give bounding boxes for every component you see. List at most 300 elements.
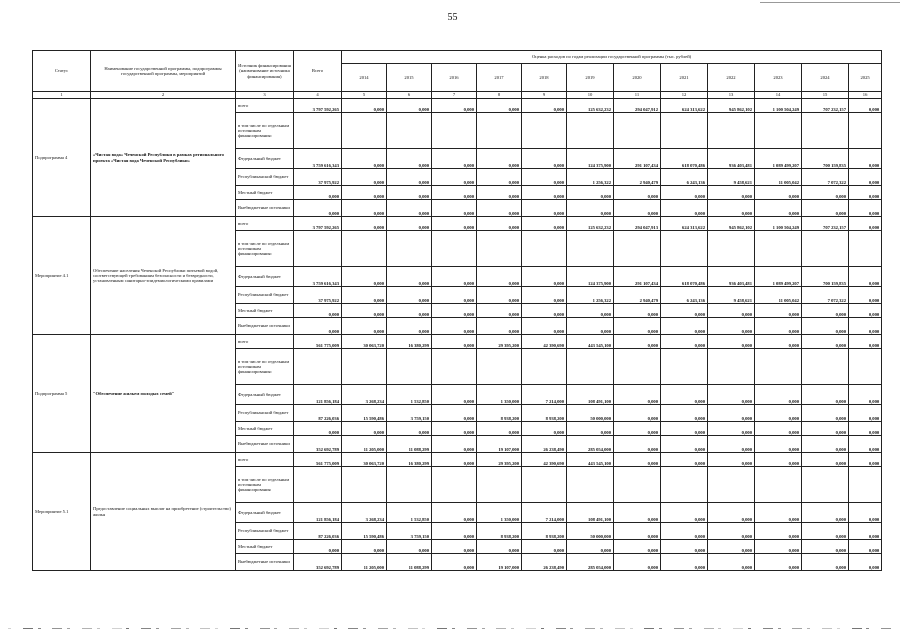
year-value: 0,000 [849, 422, 882, 436]
year-value [661, 113, 708, 149]
header-year: 2014 [342, 64, 387, 92]
year-value [802, 467, 849, 503]
year-value [432, 113, 477, 149]
scan-noise [348, 628, 358, 629]
year-value: 0,000 [614, 540, 661, 554]
year-value: 125 632,232 [567, 217, 614, 231]
header-year: 2015 [387, 64, 432, 92]
year-value: 0,000 [802, 453, 849, 467]
scan-noise [274, 628, 277, 629]
scan-noise [452, 628, 455, 629]
year-value [522, 349, 567, 385]
funding-source: Федеральный бюджет [236, 503, 294, 523]
year-value: 0,000 [387, 287, 432, 304]
year-value: 0,000 [708, 405, 755, 422]
year-value: 1 089 499,207 [755, 267, 802, 287]
year-value: 0,000 [755, 554, 802, 571]
year-value: 0,000 [849, 304, 882, 318]
year-value: 0,000 [477, 318, 522, 335]
year-value [849, 113, 882, 149]
scan-noise [778, 628, 781, 629]
year-value [477, 231, 522, 267]
block-name: Предоставление социальных выплат на приобретение (строительство) жилья [91, 453, 236, 571]
column-index: 11 [614, 92, 661, 99]
scan-noise [570, 628, 573, 629]
year-value: 2 940,479 [614, 287, 661, 304]
funding-source: Республиканский бюджет [236, 405, 294, 422]
funding-source: Местный бюджет [236, 540, 294, 554]
column-index: 10 [567, 92, 614, 99]
year-value: 125 632,232 [567, 99, 614, 113]
year-value: 50 000,000 [567, 405, 614, 422]
year-value: 0,000 [432, 200, 477, 217]
funding-source: Местный бюджет [236, 186, 294, 200]
year-value: 0,000 [755, 200, 802, 217]
column-index: 16 [849, 92, 882, 99]
total-value: 3 797 592,265 [294, 217, 342, 231]
scan-noise [852, 628, 862, 629]
funding-source: всего [236, 453, 294, 467]
year-value: 6 243,136 [661, 169, 708, 186]
header-year: 2020 [614, 64, 661, 92]
year-value: 30 063,720 [342, 335, 387, 349]
year-value: 0,000 [755, 385, 802, 405]
header-total: Всего [294, 51, 342, 92]
scan-noise [630, 628, 633, 629]
year-value: 0,000 [708, 540, 755, 554]
year-value: 0,000 [387, 217, 432, 231]
scan-noise [482, 628, 485, 629]
year-value: 0,000 [849, 405, 882, 422]
year-value: 0,000 [342, 217, 387, 231]
funding-source: всего [236, 335, 294, 349]
year-value: 7 214,000 [522, 385, 567, 405]
year-value: 0,000 [755, 540, 802, 554]
total-value: 3 759 616,343 [294, 267, 342, 287]
year-value: 0,000 [708, 318, 755, 335]
year-value: 945 862,102 [708, 99, 755, 113]
year-value: 0,000 [614, 405, 661, 422]
year-value: 7 072,322 [802, 169, 849, 186]
scan-noise [615, 628, 625, 629]
total-value: 561 775,009 [294, 453, 342, 467]
year-value: 0,000 [849, 523, 882, 540]
year-value: 0,000 [849, 149, 882, 169]
year-value: 0,000 [387, 540, 432, 554]
scan-noise [881, 628, 891, 629]
year-value: 0,000 [432, 422, 477, 436]
year-value: 0,000 [802, 523, 849, 540]
year-value: 0,000 [567, 422, 614, 436]
year-value: 0,000 [661, 422, 708, 436]
year-value: 0,000 [802, 540, 849, 554]
year-value: 0,000 [477, 99, 522, 113]
year-value: 0,000 [522, 304, 567, 318]
year-value: 0,000 [661, 385, 708, 405]
year-value: 0,000 [849, 503, 882, 523]
year-value: 0,000 [432, 99, 477, 113]
year-value [387, 113, 432, 149]
scan-noise [822, 628, 832, 629]
year-value: 0,000 [432, 287, 477, 304]
scan-noise [186, 628, 189, 629]
year-value: 0,000 [802, 200, 849, 217]
year-value [522, 231, 567, 267]
total-value: 3 759 616,343 [294, 149, 342, 169]
year-value: 0,000 [755, 422, 802, 436]
column-index: 8 [477, 92, 522, 99]
block-name: "Обеспечение жильем молодых семей" [91, 335, 236, 453]
year-value: 0,000 [708, 503, 755, 523]
year-value: 1 100 504,249 [755, 99, 802, 113]
scan-noise [23, 628, 33, 629]
column-index: 12 [661, 92, 708, 99]
block-status: Мероприятие 4.1 [33, 217, 91, 335]
column-index: 6 [387, 92, 432, 99]
block-status: Мероприятие 5.1 [33, 453, 91, 571]
year-value [708, 231, 755, 267]
year-value: 0,000 [387, 422, 432, 436]
year-value: 0,000 [708, 304, 755, 318]
year-value: 0,000 [661, 200, 708, 217]
year-value: 0,000 [661, 186, 708, 200]
year-value: 8 938,200 [522, 523, 567, 540]
scan-noise [38, 628, 41, 629]
year-value: 291 107,434 [614, 149, 661, 169]
year-value: 108 491,100 [567, 385, 614, 405]
total-value: 0,000 [294, 540, 342, 554]
header-year: 2024 [802, 64, 849, 92]
year-value: 0,000 [567, 200, 614, 217]
scan-noise [200, 628, 210, 629]
scan-noise [585, 628, 595, 629]
year-value: 0,000 [755, 318, 802, 335]
column-index: 4 [294, 92, 342, 99]
funding-source: Федеральный бюджет [236, 267, 294, 287]
header-years-group: Оценка расходов по годам реализации государственной программы (тыс. рублей) [342, 51, 882, 64]
year-value: 285 054,000 [567, 554, 614, 571]
year-value: 0,000 [387, 186, 432, 200]
year-value: 15 590,486 [342, 523, 387, 540]
column-index: 3 [236, 92, 294, 99]
year-value: 0,000 [432, 385, 477, 405]
funding-source: всего [236, 217, 294, 231]
total-value: 121 856,184 [294, 503, 342, 523]
year-value: 0,000 [387, 169, 432, 186]
total-value [294, 349, 342, 385]
block-status: Подпрограмма 4 [33, 99, 91, 217]
year-value: 15 590,486 [342, 405, 387, 422]
scan-noise [156, 628, 159, 629]
year-value: 0,000 [614, 200, 661, 217]
year-value: 0,000 [755, 304, 802, 318]
year-value: 0,000 [342, 540, 387, 554]
header-year: 2025 [849, 64, 882, 92]
year-value: 0,000 [387, 149, 432, 169]
year-value [614, 349, 661, 385]
year-value: 1 100 504,249 [755, 217, 802, 231]
funding-source: Внебюджетные источники [236, 200, 294, 217]
year-value: 700 159,835 [802, 267, 849, 287]
year-value: 11 005,042 [755, 169, 802, 186]
year-value: 443 545,100 [567, 453, 614, 467]
year-value: 0,000 [708, 523, 755, 540]
year-value: 0,000 [522, 217, 567, 231]
year-value: 294 047,913 [614, 217, 661, 231]
year-value: 0,000 [802, 186, 849, 200]
year-value [342, 113, 387, 149]
year-value: 26 238,490 [522, 554, 567, 571]
scan-noise [304, 628, 307, 629]
year-value: 26 238,490 [522, 436, 567, 453]
scan-noise [541, 628, 544, 629]
year-value [661, 231, 708, 267]
scan-noise [363, 628, 366, 629]
year-value: 0,000 [522, 540, 567, 554]
year-value [661, 349, 708, 385]
year-value: 0,000 [708, 186, 755, 200]
year-value: 291 107,434 [614, 267, 661, 287]
year-value: 0,000 [432, 453, 477, 467]
year-value: 3 759,150 [387, 405, 432, 422]
year-value: 707 232,157 [802, 217, 849, 231]
year-value: 0,000 [387, 200, 432, 217]
total-value: 87 226,036 [294, 405, 342, 422]
year-value: 7 214,000 [522, 503, 567, 523]
year-value: 0,000 [387, 318, 432, 335]
year-value: 42 390,690 [522, 453, 567, 467]
year-value: 0,000 [849, 385, 882, 405]
scan-noise [245, 628, 248, 629]
scan-noise [511, 628, 514, 629]
scan-noise [837, 628, 840, 629]
year-value: 11 205,000 [342, 554, 387, 571]
year-value: 8 938,200 [477, 523, 522, 540]
scan-noise [408, 628, 418, 629]
year-value [614, 467, 661, 503]
header-year: 2021 [661, 64, 708, 92]
year-value: 0,000 [432, 335, 477, 349]
year-value [708, 349, 755, 385]
year-value: 0,000 [614, 436, 661, 453]
year-value: 8 938,200 [522, 405, 567, 422]
year-value: 0,000 [614, 186, 661, 200]
year-value: 0,000 [849, 186, 882, 200]
year-value: 9 458,621 [708, 169, 755, 186]
scan-noise [126, 628, 129, 629]
year-value: 0,000 [522, 99, 567, 113]
scan-noise [733, 628, 743, 629]
year-value: 0,000 [849, 287, 882, 304]
year-value: 0,000 [661, 554, 708, 571]
scan-noise [422, 628, 425, 629]
year-value [522, 467, 567, 503]
year-value: 0,000 [567, 304, 614, 318]
year-value [849, 349, 882, 385]
year-value: 0,000 [755, 405, 802, 422]
column-index: 15 [802, 92, 849, 99]
year-value: 0,000 [477, 267, 522, 287]
year-value: 0,000 [432, 149, 477, 169]
year-value: 0,000 [614, 554, 661, 571]
year-value: 0,000 [661, 304, 708, 318]
header-year: 2017 [477, 64, 522, 92]
year-value: 0,000 [432, 405, 477, 422]
table-row [33, 453, 882, 467]
header-year: 2018 [522, 64, 567, 92]
year-value: 0,000 [342, 169, 387, 186]
year-value: 0,000 [849, 540, 882, 554]
year-value: 108 491,100 [567, 503, 614, 523]
total-value: 121 856,184 [294, 385, 342, 405]
total-value: 37 975,922 [294, 287, 342, 304]
table-row [33, 99, 882, 113]
year-value [477, 349, 522, 385]
year-value: 0,000 [342, 422, 387, 436]
year-value: 0,000 [432, 318, 477, 335]
scan-noise [393, 628, 396, 629]
year-value [432, 231, 477, 267]
year-value: 1 256,322 [567, 169, 614, 186]
block-name: Обеспечение населения Чеченской Республики питьевой водой, соответствующей требованиям безопасности и безвредности, установленным санитарно-эпидемиологическими правилами [91, 217, 236, 335]
funding-source: Внебюджетные источники [236, 318, 294, 335]
year-value: 8 938,200 [477, 405, 522, 422]
funding-source: всего [236, 99, 294, 113]
year-value [802, 231, 849, 267]
year-value: 0,000 [849, 453, 882, 467]
year-value: 0,000 [802, 385, 849, 405]
scan-noise [171, 628, 181, 629]
year-value [342, 349, 387, 385]
year-value: 0,000 [522, 287, 567, 304]
scan-noise [748, 628, 751, 629]
year-value: 0,000 [802, 422, 849, 436]
year-value: 1 089 499,207 [755, 149, 802, 169]
year-value: 0,000 [614, 523, 661, 540]
year-value [477, 113, 522, 149]
scan-noise [792, 628, 802, 629]
year-value: 0,000 [755, 453, 802, 467]
year-value [432, 467, 477, 503]
year-value: 0,000 [708, 200, 755, 217]
funding-source: Внебюджетные источники [236, 436, 294, 453]
year-value: 0,000 [342, 149, 387, 169]
year-value: 0,000 [802, 503, 849, 523]
total-value: 561 775,009 [294, 335, 342, 349]
year-value [567, 113, 614, 149]
year-value: 11 088,299 [387, 554, 432, 571]
year-value: 0,000 [522, 186, 567, 200]
block-status: Подпрограмма 5 [33, 335, 91, 453]
year-value: 0,000 [661, 453, 708, 467]
year-value: 0,000 [477, 422, 522, 436]
year-value: 11 005,042 [755, 287, 802, 304]
year-value: 0,000 [522, 169, 567, 186]
year-value: 0,000 [661, 318, 708, 335]
year-value: 29 395,200 [477, 453, 522, 467]
year-value: 42 390,690 [522, 335, 567, 349]
header-year: 2022 [708, 64, 755, 92]
total-value: 87 226,036 [294, 523, 342, 540]
year-value [567, 231, 614, 267]
scan-noise [230, 628, 240, 629]
year-value [432, 349, 477, 385]
scan-noise [807, 628, 810, 629]
year-value: 0,000 [432, 523, 477, 540]
year-value: 0,000 [614, 335, 661, 349]
year-value: 0,000 [849, 318, 882, 335]
year-value: 1 350,000 [477, 503, 522, 523]
year-value [522, 113, 567, 149]
year-value: 0,000 [661, 523, 708, 540]
year-value: 0,000 [614, 453, 661, 467]
year-value: 294 047,912 [614, 99, 661, 113]
year-value [661, 467, 708, 503]
year-value: 0,000 [755, 436, 802, 453]
scan-noise [82, 628, 92, 629]
year-value: 1 532,850 [387, 503, 432, 523]
year-value: 0,000 [342, 304, 387, 318]
year-value: 0,000 [802, 304, 849, 318]
year-value [342, 231, 387, 267]
scan-noise [674, 628, 684, 629]
year-value [708, 113, 755, 149]
scan-noise [689, 628, 692, 629]
funding-source: Местный бюджет [236, 422, 294, 436]
year-value [387, 349, 432, 385]
year-value: 936 403,481 [708, 149, 755, 169]
year-value [849, 231, 882, 267]
year-value [755, 467, 802, 503]
scan-noise [260, 628, 270, 629]
year-value: 19 107,000 [477, 554, 522, 571]
year-value: 0,000 [432, 217, 477, 231]
scan-noise [319, 628, 329, 629]
year-value: 0,000 [802, 405, 849, 422]
scan-artifact-bottom [0, 626, 905, 632]
total-value: 352 692,789 [294, 436, 342, 453]
funding-source: Федеральный бюджет [236, 385, 294, 405]
year-value: 11 205,000 [342, 436, 387, 453]
header-source: Источник финансирования (наименование источника финансирования) [236, 51, 294, 92]
year-value: 0,000 [432, 186, 477, 200]
column-index: 5 [342, 92, 387, 99]
year-value: 0,000 [432, 540, 477, 554]
year-value: 0,000 [477, 200, 522, 217]
scan-noise [8, 628, 11, 629]
year-value: 0,000 [522, 422, 567, 436]
year-value [387, 467, 432, 503]
header-year: 2023 [755, 64, 802, 92]
table-row [33, 217, 882, 231]
year-value: 50 000,000 [567, 523, 614, 540]
year-value: 3 268,234 [342, 503, 387, 523]
year-value: 0,000 [342, 318, 387, 335]
year-value: 0,000 [342, 267, 387, 287]
year-value: 0,000 [849, 335, 882, 349]
year-value: 618 070,486 [661, 149, 708, 169]
year-value: 0,000 [477, 149, 522, 169]
year-value [614, 231, 661, 267]
column-index: 7 [432, 92, 477, 99]
year-value: 0,000 [849, 99, 882, 113]
funding-source: в том числе по отдельным источникам финансирования: [236, 231, 294, 267]
column-index: 2 [91, 92, 236, 99]
total-value: 0,000 [294, 304, 342, 318]
year-value: 0,000 [755, 503, 802, 523]
year-value [387, 231, 432, 267]
year-value: 945 862,102 [708, 217, 755, 231]
